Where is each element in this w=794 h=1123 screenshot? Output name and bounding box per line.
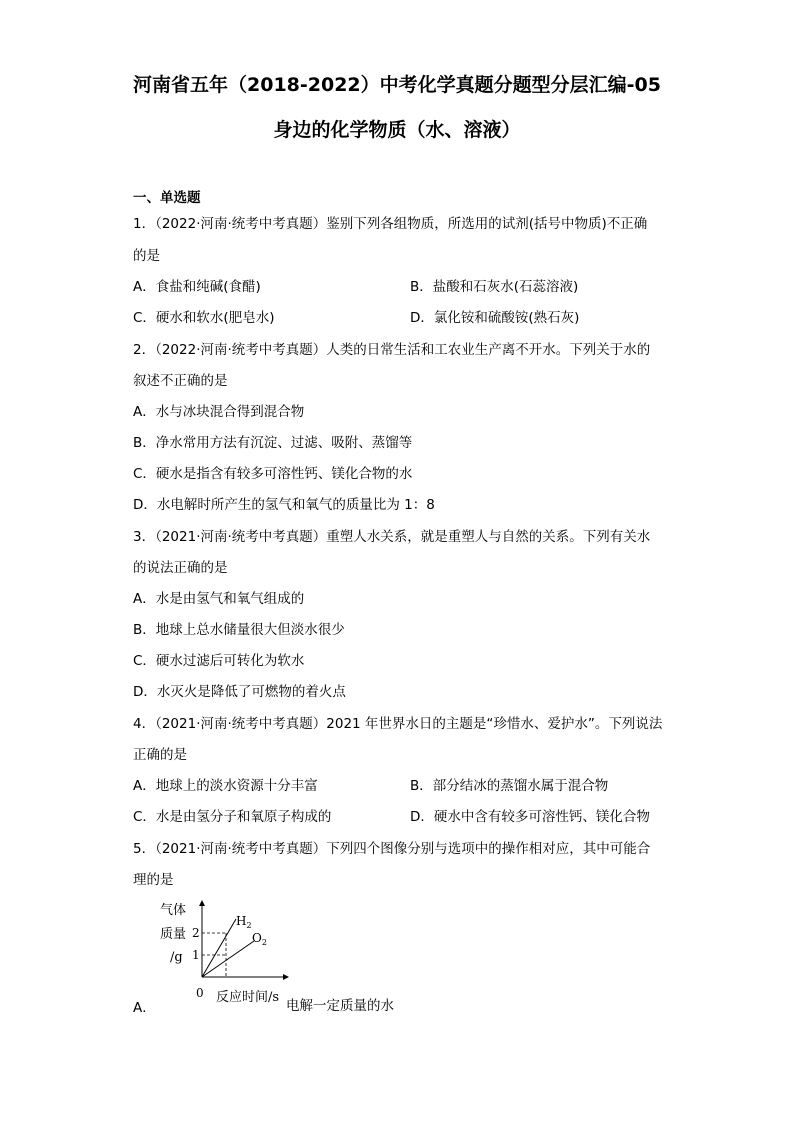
question-2-option-a: A．水与冰块混合得到混合物 (133, 404, 305, 420)
y-label-line3: /g (170, 950, 183, 965)
section-heading: 一、单选题 (133, 190, 201, 206)
question-1-option-a: A．食盐和纯碱(食醋) (133, 279, 261, 295)
x-axis-label: 反应时间/s (216, 990, 280, 1005)
question-3-option-c: C．硬水过滤后可转化为软水 (133, 653, 305, 669)
question-4-option-a: A．地球上的淡水资源十分丰富 (133, 778, 318, 794)
question-4-option-c: C．水是由氢分子和氧原子构成的 (133, 809, 332, 825)
question-1-option-b: B．盐酸和石灰水(石蕊溶液) (410, 279, 579, 295)
question-5-option-a-letter: A． (133, 1000, 156, 1016)
series-h2-label: $H_2$ (236, 914, 252, 930)
question-4-stem-cont: 正确的是 (133, 747, 187, 763)
series-o2-line (202, 941, 254, 977)
question-4-option-d: D．硬水中含有较多可溶性钙、镁化合物 (410, 809, 650, 825)
question-2-option-d: D．水电解时所产生的氢气和氧气的质量比为 1：8 (133, 497, 435, 513)
question-3-option-a: A．水是由氢气和氧气组成的 (133, 591, 305, 607)
question-1-option-c: C．硬水和软水(肥皂水) (133, 310, 275, 326)
question-4-option-b: B．部分结冰的蒸馏水属于混合物 (410, 778, 609, 794)
y-tick-1: 1 (192, 948, 200, 962)
question-3-option-b: B．地球上总水储量很大但淡水很少 (133, 622, 345, 638)
question-1-stem: 1．（2022·河南·统考中考真题）鉴别下列各组物质，所选用的试剂(括号中物质)不正确 (133, 216, 648, 232)
origin-label: 0 (196, 986, 204, 1000)
question-3-stem: 3．（2021·河南·统考中考真题）重塑人水关系，就是重塑人与自然的关系。下列有关水 (133, 529, 651, 545)
question-1-option-d: D．氯化铵和硫酸铵(熟石灰) (410, 310, 580, 326)
question-2-stem: 2．（2022·河南·统考中考真题）人类的日常生活和工农业生产离不开水。下列关于水的 (133, 342, 651, 358)
question-2-option-b: B．净水常用方法有沉淀、过滤、吸附、蒸馏等 (133, 435, 413, 451)
y-tick-2: 2 (192, 926, 200, 940)
y-label-line2: 质量 (160, 927, 187, 942)
series-h2-line (202, 919, 236, 977)
question-1-stem-cont: 的是 (133, 248, 160, 264)
y-label-line1: 气体 (160, 903, 187, 918)
document-title-line2: 身边的化学物质（水、溶液） (273, 119, 521, 141)
electrolysis-graph (150, 895, 290, 1010)
question-5-stem-cont: 理的是 (133, 872, 174, 888)
question-2-option-c: C．硬水是指含有较多可溶性钙、镁化合物的水 (133, 466, 413, 482)
question-5-stem: 5．（2021·河南·统考中考真题）下列四个图像分别与选项中的操作相对应，其中可能合 (133, 841, 651, 857)
question-3-option-d: D．水灭火是降低了可燃物的着火点 (133, 684, 346, 700)
series-o2-label: $O_2$ (252, 931, 267, 947)
question-3-stem-cont: 的说法正确的是 (133, 560, 228, 576)
document-title-line1: 河南省五年（2018-2022）中考化学真题分题型分层汇编-05 (133, 74, 661, 96)
question-5-option-a-caption: 电解一定质量的水 (286, 998, 394, 1014)
question-4-stem: 4．（2021·河南·统考中考真题）2021 年世界水日的主题是“珍惜水、爱护水”。下列说法 (133, 716, 663, 732)
question-2-stem-cont: 叙述不正确的是 (133, 373, 228, 389)
